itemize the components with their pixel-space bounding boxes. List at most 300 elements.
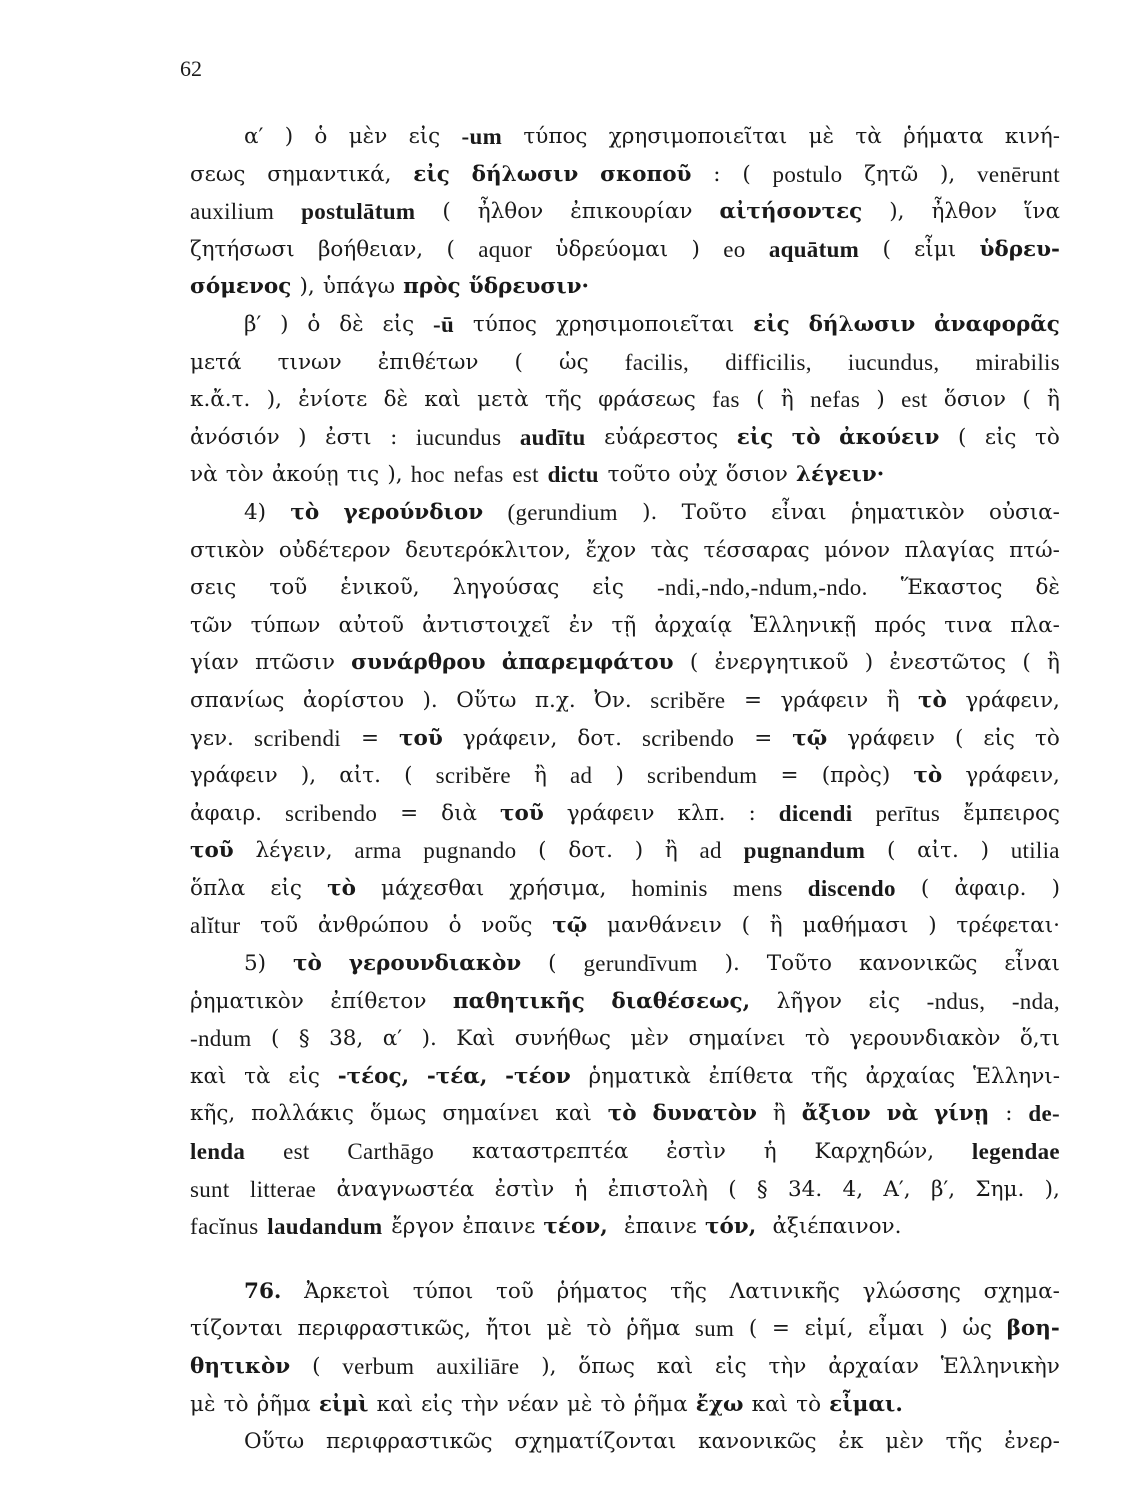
word: auxilium	[190, 199, 275, 225]
word: χρήσιμα,	[509, 875, 607, 901]
word: μετὰ	[477, 387, 529, 413]
page-number: 62	[180, 56, 202, 81]
word: π.χ.	[534, 687, 576, 713]
text-line	[190, 682, 1060, 720]
word: ἀξιέπαινον.	[772, 1214, 902, 1240]
word: τῷ	[792, 725, 828, 751]
word: iucundus,	[847, 349, 940, 375]
word: ὁ	[448, 913, 462, 939]
word: καὶ	[424, 387, 461, 413]
word: Σημ.	[975, 1176, 1025, 1202]
word: )	[615, 763, 624, 789]
word: μὲ	[546, 1316, 572, 1342]
word: )	[1051, 875, 1060, 901]
word: ἀκούειν	[839, 424, 940, 450]
word: ἤτοι	[485, 1316, 532, 1342]
word: fas	[712, 387, 740, 413]
word: ἀρχαίαν	[828, 1354, 919, 1379]
word: )	[280, 311, 289, 337]
word: θητικὸν	[190, 1354, 291, 1379]
word: ἀορίστου	[302, 687, 405, 713]
word: στικὸν	[190, 537, 265, 563]
word: -ndum	[190, 1026, 252, 1052]
word: ἀφαιρ.	[954, 875, 1027, 901]
word: §	[298, 1026, 310, 1052]
word: λῆγον	[776, 988, 842, 1014]
word: )	[691, 236, 700, 262]
word: =	[754, 725, 773, 751]
word: νὰ	[886, 1101, 919, 1127]
word: ἡ	[574, 1176, 588, 1202]
word: (	[689, 650, 699, 676]
word: τὸ	[586, 1316, 612, 1342]
word: αἰτήσοντες	[719, 199, 863, 225]
word: σεις	[190, 575, 237, 601]
word: τὸ	[327, 875, 356, 901]
word: δὲ	[1035, 575, 1060, 601]
word: 38,	[329, 1026, 364, 1052]
word: μετά	[190, 349, 242, 375]
word: verbum	[342, 1354, 415, 1379]
word: (	[742, 161, 751, 187]
text-line	[190, 344, 1060, 382]
text-line	[190, 832, 1060, 870]
word: facilis,	[624, 349, 690, 375]
word: μὲν	[630, 1026, 669, 1052]
word: Ἕκαστος	[900, 575, 1003, 601]
word: ἐστι	[325, 424, 372, 450]
word: σκοποῦ	[600, 161, 692, 187]
word: (	[548, 951, 557, 977]
word: ῥήματος	[556, 1278, 648, 1304]
word: )	[939, 1316, 948, 1342]
word: κῆς,	[190, 1101, 236, 1127]
word: ῥῆμα	[256, 1391, 311, 1417]
word: πλα-	[1010, 612, 1060, 638]
word: σημαίνει	[442, 1101, 540, 1127]
word: δευτερόκλιτον,	[405, 537, 572, 563]
word: (	[312, 1354, 321, 1379]
body-text	[190, 118, 1060, 1461]
word: καὶ	[190, 1063, 227, 1089]
word: τόν,	[704, 1214, 757, 1240]
word: κανονικῶς	[698, 1429, 817, 1455]
word: βοη-	[1006, 1316, 1060, 1342]
word: ),	[299, 274, 315, 300]
word: ad	[570, 763, 593, 789]
text-line	[190, 156, 1060, 194]
word: τοῦ	[399, 725, 443, 751]
word: πολλάκις	[251, 1101, 354, 1127]
word: γίαν	[190, 650, 239, 676]
word: τὸ	[607, 1101, 637, 1127]
word: αἰτ.	[339, 763, 381, 789]
word: ἐστὶν	[666, 1139, 726, 1165]
word: ὅπλα	[190, 875, 246, 901]
word: ῥηματικὸν	[850, 499, 965, 525]
word: ζητῶ	[864, 161, 919, 187]
word: τὸν	[225, 462, 264, 488]
word: νὰ	[190, 462, 218, 488]
word: τῷ	[552, 913, 588, 939]
word: κλπ.	[677, 800, 726, 826]
word: τὸ	[223, 1391, 249, 1417]
word: ).	[724, 951, 740, 977]
word: παθητικῆς	[452, 988, 585, 1014]
word: σημαίνει	[688, 1026, 786, 1052]
word: τὰς	[650, 537, 690, 563]
word: ἐπαινε	[624, 1214, 697, 1240]
word: ἀναφορᾶς	[934, 311, 1060, 337]
word: ὅσιον	[725, 462, 788, 488]
word: καὶ	[751, 1391, 789, 1417]
word: =	[780, 763, 799, 789]
word: μὲ	[566, 1391, 593, 1417]
word: 4)	[244, 499, 267, 525]
word: ὅπως	[578, 1354, 635, 1379]
word: τέσσαρας	[703, 537, 810, 563]
word: dicendi	[778, 800, 853, 826]
word: ὑδρεύομαι	[555, 236, 669, 262]
word: 5)	[244, 951, 267, 977]
word: ἢ	[886, 687, 900, 713]
compound-word	[462, 1208, 615, 1246]
word: εἰς	[288, 1063, 320, 1089]
word: τοῦ	[190, 838, 234, 864]
word: ἀπαρεμφάτου	[501, 650, 674, 676]
word: est	[901, 387, 928, 413]
word: ἐπίθετον	[330, 988, 427, 1014]
word: τοῦ	[495, 1278, 534, 1304]
text-line	[190, 644, 1060, 682]
word: postulo	[772, 161, 843, 187]
word: καὶ	[656, 1354, 694, 1379]
word: sunt	[190, 1176, 230, 1202]
word: :	[390, 424, 398, 450]
word: τέον,	[543, 1214, 608, 1240]
word: τις	[346, 462, 380, 488]
word: audītu	[519, 424, 586, 450]
word: -τέος,	[337, 1063, 410, 1089]
word: Οὕτω	[244, 1429, 305, 1455]
word: κ.ἄ.τ.	[190, 387, 251, 413]
word: eo	[723, 236, 746, 262]
word: Τοῦτο	[766, 951, 832, 977]
word: ὡς	[962, 1316, 992, 1342]
word: γράφειν	[190, 763, 278, 789]
word: νοῦς	[481, 913, 533, 939]
word: τὸ	[913, 763, 943, 789]
word: Ὀν.	[594, 687, 632, 713]
word: εἶναι	[1004, 951, 1060, 977]
text-line	[190, 456, 1060, 494]
text-line	[190, 945, 1060, 983]
compound-word	[624, 1208, 764, 1246]
word: γράφειν,	[462, 725, 558, 751]
word: (gerundium	[507, 499, 618, 525]
word: (	[404, 763, 413, 789]
word: ἀρχαίας	[865, 1063, 956, 1089]
word: alĭtur	[190, 913, 241, 939]
word: ἐκ	[838, 1429, 864, 1455]
word: τὸ	[1035, 725, 1060, 751]
word: )	[864, 650, 874, 676]
word: ad	[699, 838, 722, 864]
word: ἔμπειρος	[963, 800, 1060, 826]
word: scribendo	[642, 725, 735, 751]
word: ),	[541, 1354, 557, 1379]
word: aquor	[478, 236, 533, 262]
word: πρός	[874, 612, 927, 638]
word: β′,	[930, 1176, 956, 1202]
word: -ū	[432, 311, 455, 337]
word: ἐνερ-	[1004, 1429, 1060, 1455]
word: Ἑλληνι-	[972, 1063, 1060, 1089]
word: λέγειν,	[255, 838, 333, 864]
word: (	[514, 349, 523, 375]
word: ἄξιον	[801, 1101, 871, 1127]
word: Οὕτω	[456, 687, 517, 713]
word: scribendo	[285, 800, 378, 826]
word: μόνον	[824, 537, 891, 563]
word: -ndus,	[926, 988, 986, 1014]
word: Τοῦτο	[681, 499, 747, 525]
word: dictu	[547, 462, 599, 488]
word: ὑδρευ-	[979, 236, 1060, 262]
word: (	[756, 387, 765, 413]
word: nefas	[453, 462, 504, 488]
word: ἐνεργητικοῦ	[714, 650, 849, 676]
word: δήλωσιν	[808, 311, 916, 337]
word: ῥῆμα	[626, 1316, 681, 1342]
word: :	[748, 800, 756, 826]
text-line	[190, 1095, 1060, 1133]
word: πτώ-	[1009, 537, 1060, 563]
word: ἐπικουρίαν	[570, 199, 693, 225]
word: πρὸς	[403, 274, 461, 300]
word: ἀρχαίᾳ	[654, 612, 733, 638]
word: δήλωσιν	[471, 161, 579, 187]
word: postulātum	[301, 199, 416, 225]
word: καὶ	[555, 1101, 592, 1127]
word: gerundīvum	[583, 951, 698, 977]
word: τῆς	[544, 387, 582, 413]
text-line	[190, 193, 1060, 231]
word: εἰς	[382, 311, 415, 337]
word: Ἑλληνικὴν	[940, 1354, 1060, 1379]
word: τὴν	[768, 1354, 807, 1379]
word: τῇ	[611, 612, 637, 638]
word: de-	[1028, 1101, 1060, 1127]
word: ἦλθον	[931, 199, 997, 225]
word: εἰς	[736, 424, 774, 450]
word: (	[954, 725, 964, 751]
word: ),	[387, 462, 403, 488]
word: δὲ	[339, 311, 364, 337]
word: γερουνδιακὸν	[849, 1026, 1001, 1052]
word: =	[360, 725, 379, 751]
word: εἰς	[868, 988, 901, 1014]
word: ἔργον	[391, 1214, 455, 1240]
word: σχηματίζονται	[514, 1429, 677, 1455]
word: ἐνίοτε	[298, 387, 368, 413]
word: οὐχ	[678, 462, 718, 488]
word: est	[283, 1139, 310, 1165]
word: ἐστὶν	[494, 1176, 555, 1202]
word: ἀναγνωστέα	[336, 1176, 475, 1202]
word: arma	[354, 838, 402, 864]
word: legendae	[971, 1139, 1060, 1165]
word: ἢ	[533, 763, 547, 789]
word: ).	[642, 499, 658, 525]
word: ῥηματικὰ	[588, 1063, 691, 1089]
word: mirabilis	[975, 349, 1060, 375]
word: εἰμὶ	[318, 1391, 369, 1417]
word: ὁ	[314, 124, 328, 149]
word: Καρχηδών,	[814, 1139, 935, 1165]
word: σπανίως	[190, 687, 285, 713]
word: litterae	[249, 1176, 317, 1202]
word: ἢ	[664, 838, 678, 864]
word: scribĕre	[435, 763, 511, 789]
text-line	[190, 268, 1060, 306]
word: γράφειν	[847, 725, 935, 751]
text-line	[190, 720, 1060, 758]
word: est	[512, 462, 539, 488]
word: ἀντιστοιχεῖ	[422, 612, 551, 638]
word: auxiliāre	[436, 1354, 520, 1379]
text-line	[190, 1310, 1060, 1348]
word: ὕδρευσιν·	[468, 274, 589, 300]
word: τίζονται	[190, 1316, 283, 1342]
word: σόμενος	[190, 274, 292, 300]
word: μὲ	[190, 1391, 216, 1417]
word: ὑπάγω	[322, 274, 396, 300]
text-line	[190, 1423, 1060, 1461]
word: βοήθειαν,	[317, 236, 424, 262]
word: ),	[939, 161, 956, 187]
word: ἀκούῃ	[271, 462, 339, 488]
word: -τέον	[505, 1063, 571, 1089]
word: ἀφαιρ.	[190, 800, 262, 826]
word: ἀνθρώπου	[317, 913, 429, 939]
word: (	[1022, 650, 1031, 676]
word: ἢ	[772, 1101, 786, 1127]
word: )	[634, 838, 644, 864]
word: ἐπιστολὴ	[607, 1176, 708, 1202]
word: τὸ	[805, 1026, 830, 1052]
word: mens	[732, 875, 783, 901]
word: ὅ,τι	[1019, 1026, 1060, 1052]
word: =	[743, 687, 762, 713]
word: αὐτοῦ	[338, 612, 404, 638]
word: ἀνόσιόν	[190, 424, 280, 450]
word: εἰς	[270, 875, 302, 901]
word: μανθάνειν	[607, 913, 722, 939]
text-line	[190, 1058, 1060, 1096]
word: περιφραστικῶς	[325, 1429, 493, 1455]
word: εὐάρεστος	[604, 424, 719, 450]
word: διὰ	[441, 800, 478, 826]
word: πλαγίας	[904, 537, 995, 563]
word: ἢ	[1047, 387, 1060, 413]
word: -nda,	[1011, 988, 1060, 1014]
text-line	[190, 1386, 1060, 1424]
word: Λατινικῆς	[729, 1278, 840, 1304]
text-line	[190, 1133, 1060, 1171]
word: μαθήμασι	[802, 913, 909, 939]
word: σεως	[190, 161, 246, 187]
word: )	[284, 124, 294, 149]
text-line	[190, 1020, 1060, 1058]
word: γλώσσης	[862, 1278, 961, 1304]
word: γεν.	[190, 725, 234, 751]
word: εἰς	[715, 1354, 747, 1379]
word: §	[756, 1176, 768, 1202]
text-line	[190, 1348, 1060, 1386]
word: λέγειν·	[795, 462, 885, 488]
word: συνήθως	[514, 1026, 611, 1052]
word: α′	[244, 124, 264, 149]
word: εἰς	[413, 161, 450, 187]
word: scribendi	[253, 725, 341, 751]
word: ἢ	[1047, 650, 1060, 676]
word: aquātum	[768, 236, 860, 262]
text-line	[190, 1273, 1060, 1311]
word: εἰς	[421, 1391, 453, 1417]
word: δοτ.	[577, 725, 622, 751]
word: ῥηματικὸν	[190, 988, 304, 1014]
word: τὸ	[918, 687, 947, 713]
word: ἐπίθετα	[708, 1063, 794, 1089]
word: τῶν	[190, 612, 233, 638]
word: τοῦ	[260, 913, 299, 939]
word: hoc	[410, 462, 445, 488]
word: τὴν	[460, 1391, 499, 1417]
word: ἡ	[763, 1139, 777, 1165]
text-line	[190, 494, 1060, 532]
word: εἰμί,	[804, 1316, 854, 1342]
word: εἶναι	[771, 499, 827, 525]
word: ἐνεστῶτος	[889, 650, 1007, 676]
word: ἵνα	[1023, 199, 1060, 225]
word: ἢ	[780, 387, 794, 413]
word: μὲν	[885, 1429, 924, 1455]
word: ζητήσωσι	[190, 236, 295, 262]
word: γράφειν	[780, 687, 869, 713]
word: α′	[382, 1026, 403, 1052]
word: εἰς	[592, 575, 624, 601]
word: πτῶσιν	[255, 650, 335, 676]
word: :	[1005, 1101, 1013, 1127]
word: ἔχω	[695, 1391, 744, 1417]
word: 4,	[842, 1176, 864, 1202]
word: φράσεως	[598, 387, 696, 413]
word: (	[1022, 387, 1031, 413]
word: (	[538, 838, 547, 864]
word: μὲν	[348, 124, 388, 149]
word: ῥήματα	[903, 124, 984, 149]
word: περιφραστικῶς,	[297, 1316, 471, 1342]
word: -ndi,-ndo,-ndum,-ndo.	[656, 575, 868, 601]
word: ),	[266, 387, 282, 413]
word: )	[980, 838, 989, 864]
word: -um	[461, 124, 503, 149]
word: =	[400, 800, 419, 826]
word: εἶμαι.	[829, 1391, 903, 1417]
word: μάχεσθαι	[381, 875, 485, 901]
word: χρησιμοποιεῖται	[608, 124, 788, 149]
